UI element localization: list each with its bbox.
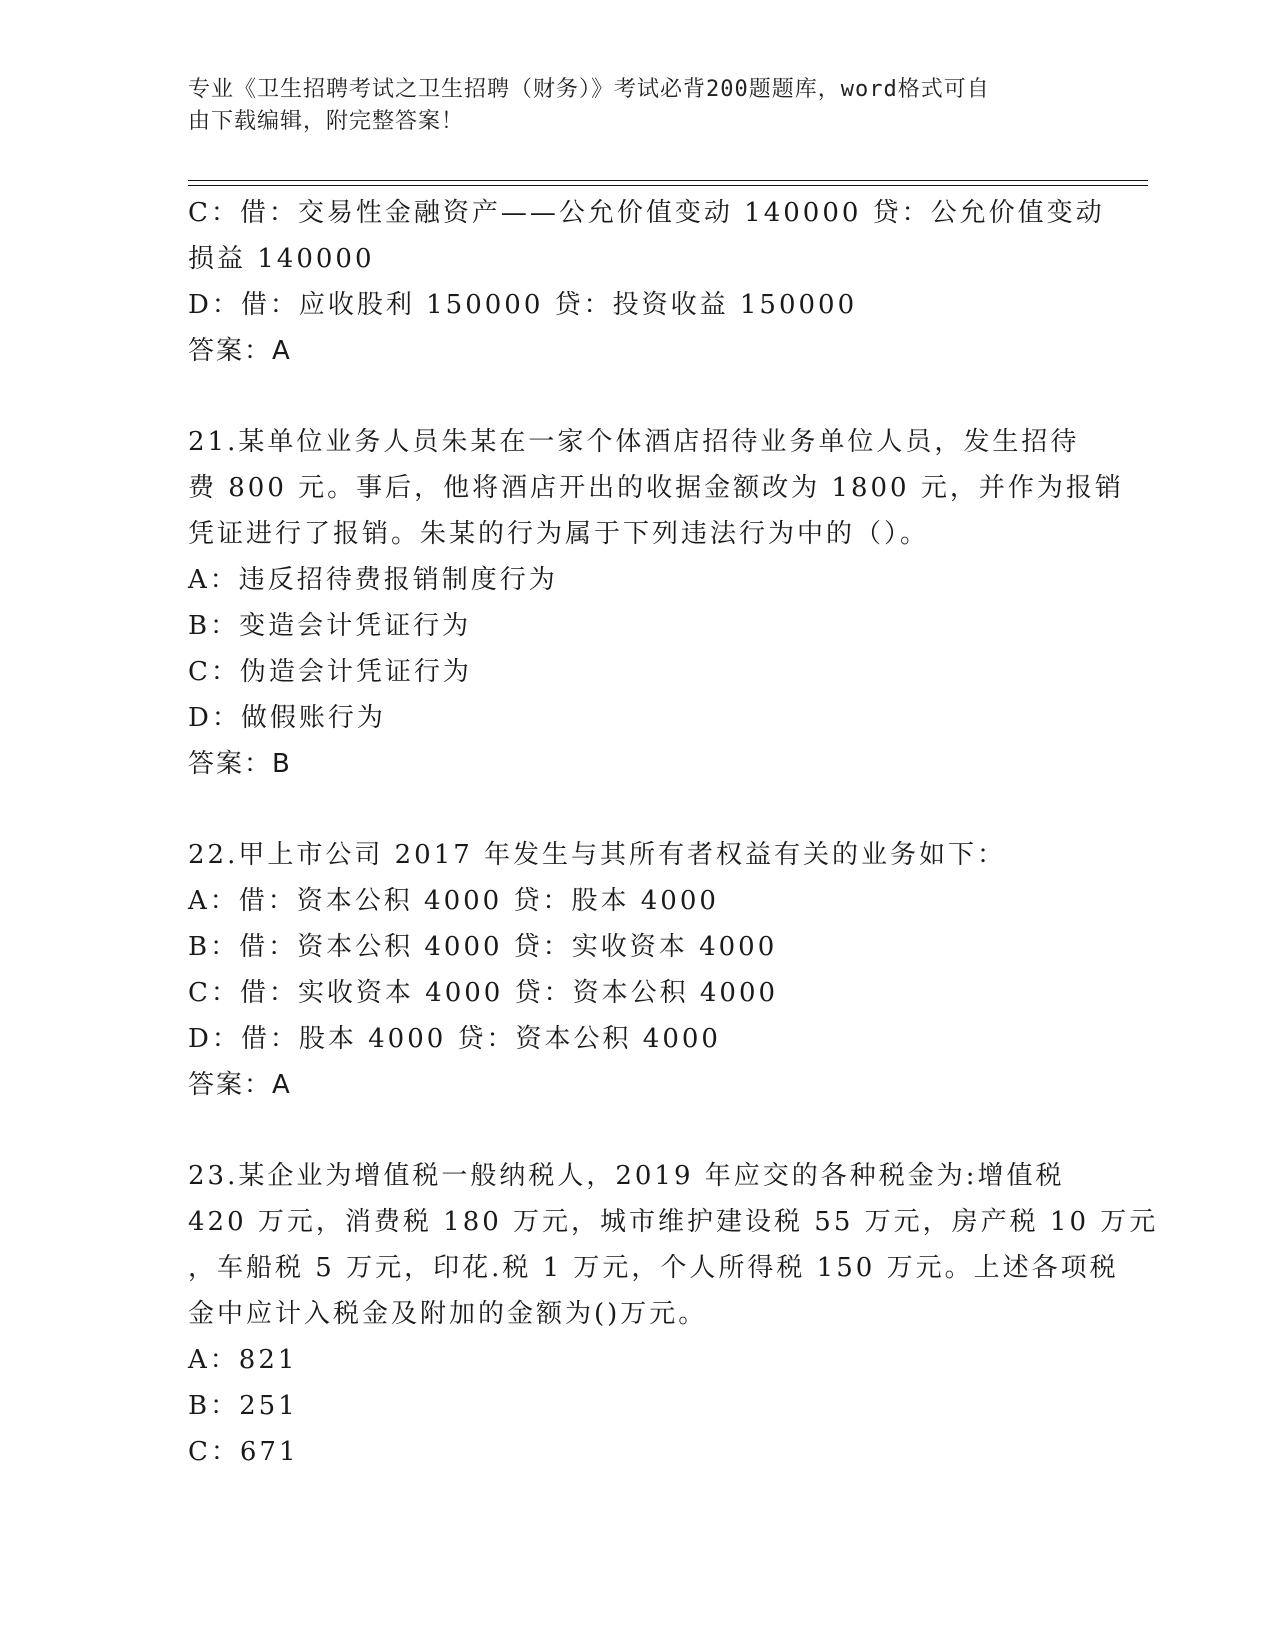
q23-stem-line-4: 金中应计入税金及附加的金额为()万元。 (188, 1299, 708, 1329)
question-22 (188, 832, 1088, 1108)
q22-option-d: D：借：股本 4000 贷：资本公积 4000 (188, 1024, 721, 1054)
q20-option-d: D：借：应收股利 150000 贷：投资收益 150000 (188, 290, 858, 320)
q21-option-a: A：违反招待费报销制度行为 (188, 565, 558, 595)
q23-option-a: A：821 (188, 1345, 298, 1375)
q21-stem-line-2: 费 800 元。事后，他将酒店开出的收据金额改为 1800 元，并作为报销 (188, 473, 1124, 503)
q23-option-c: C：671 (188, 1437, 299, 1467)
q21-option-b: B：变造会计凭证行为 (188, 611, 472, 641)
q21-stem-line-3: 凭证进行了报销。朱某的行为属于下列违法行为中的（）。 (188, 519, 930, 549)
q22-option-b: B：借：资本公积 4000 贷：实收资本 4000 (188, 932, 778, 962)
q20-option-c-line-1: C：借：交易性金融资产——公允价值变动 140000 贷：公允价值变动 (188, 198, 1105, 228)
document-header (188, 74, 1088, 138)
q23-stem-line-2: 420 万元，消费税 180 万元，城市维护建设税 55 万元，房产税 10 万元 (188, 1207, 1159, 1237)
q23-stem-line-3: ，车船税 5 万元，印花.税 1 万元，个人所得税 150 万元。上述各项税 (188, 1253, 1119, 1283)
header-divider-bottom (188, 185, 1148, 186)
q22-stem-line-1: 22.甲上市公司 2017 年发生与其所有者权益有关的业务如下： (188, 840, 1007, 870)
document-body (188, 190, 1159, 1475)
q23-stem-line-1: 23.某企业为增值税一般纳税人，2019 年应交的各种税金为:增值税 (188, 1161, 1065, 1191)
q21-option-c: C：伪造会计凭证行为 (188, 657, 472, 687)
q20-answer: 答案：A (188, 336, 292, 366)
q22-option-a: A：借：资本公积 4000 贷：股本 4000 (188, 886, 719, 916)
q21-option-d: D：做假账行为 (188, 703, 386, 733)
q21-answer: 答案：B (188, 749, 292, 779)
question-21 (188, 419, 1124, 787)
q22-answer: 答案：A (188, 1070, 292, 1100)
spacer (188, 374, 1088, 419)
header-divider-top (188, 180, 1148, 181)
question-23 (188, 1153, 1159, 1475)
spacer (188, 1108, 1088, 1153)
question-20-tail (188, 190, 1105, 374)
header-line-2: 由下载编辑，附完整答案！ (188, 109, 465, 134)
header-line-1: 专业《卫生招聘考试之卫生招聘（财务）》考试必背200题题库，word格式可自 (188, 77, 990, 102)
q22-option-c: C：借：实收资本 4000 贷：资本公积 4000 (188, 978, 779, 1008)
spacer (188, 787, 1088, 832)
q23-option-b: B：251 (188, 1391, 298, 1421)
q21-stem-line-1: 21.某单位业务人员朱某在一家个体酒店招待业务单位人员，发生招待 (188, 427, 1080, 457)
q20-option-c-line-2: 损益 140000 (188, 244, 375, 274)
